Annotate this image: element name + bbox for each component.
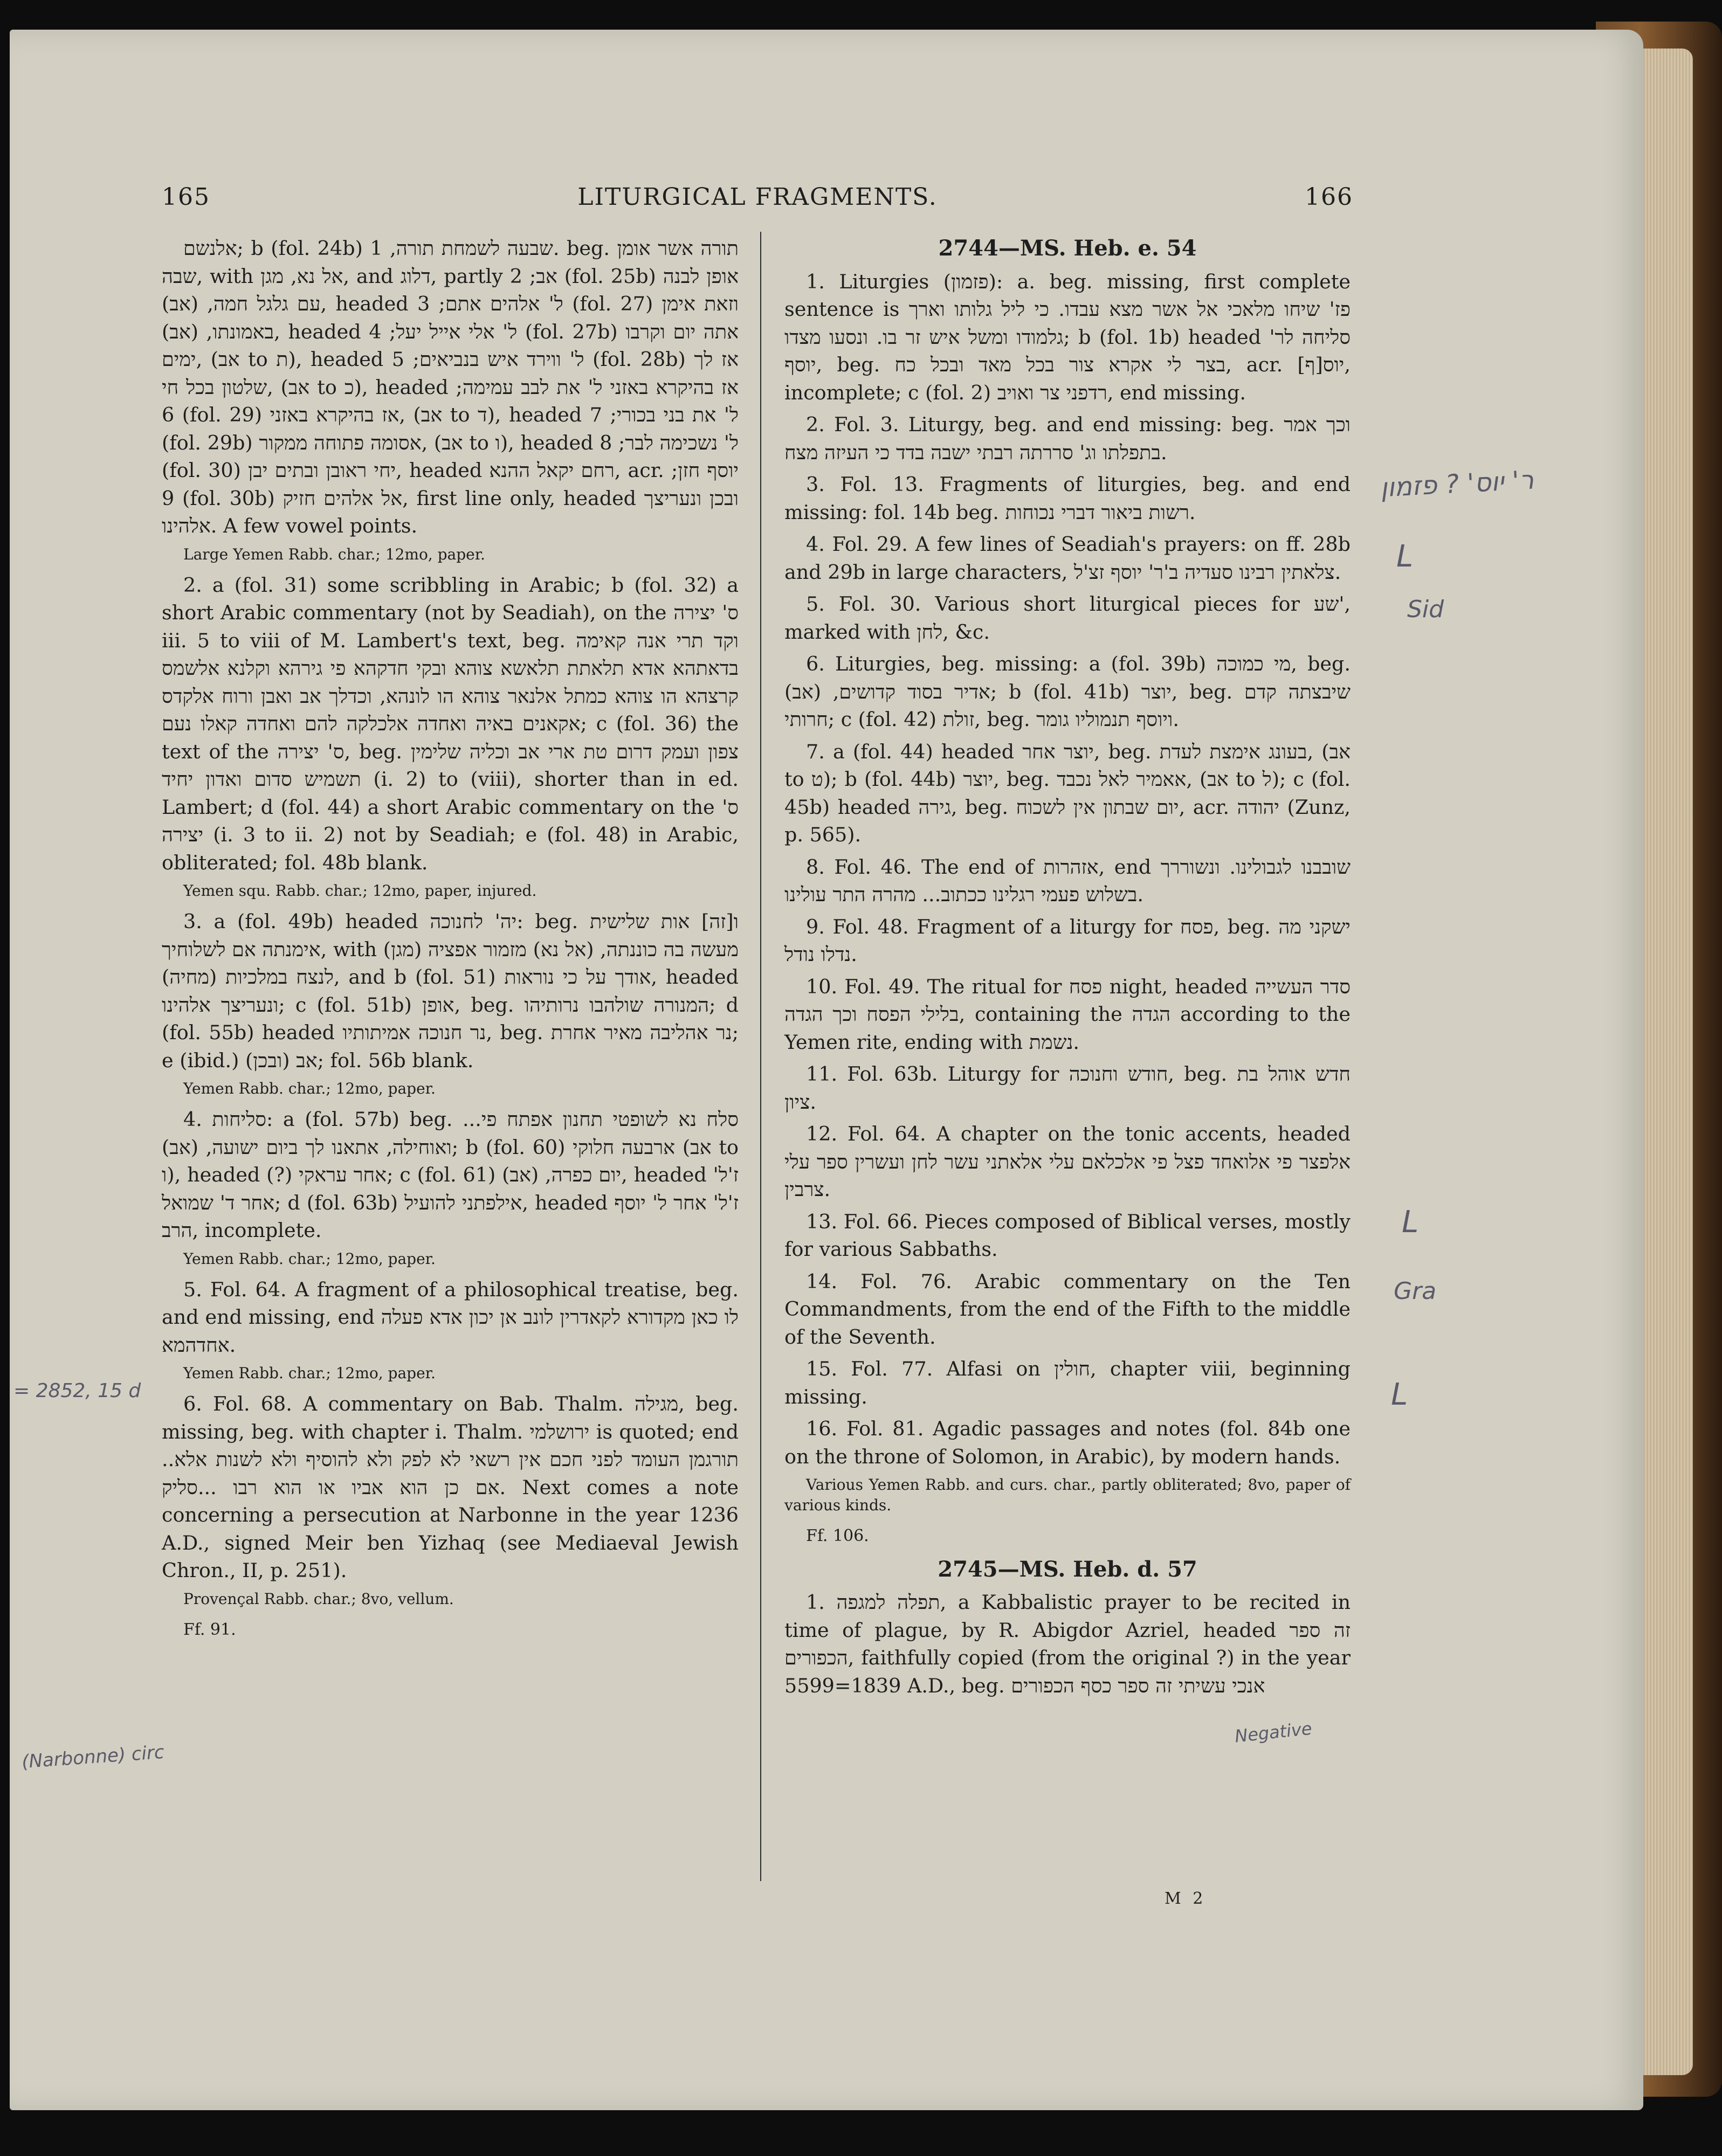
entry-paragraph: 13. Fol. 66. Pieces composed of Biblical verses, mostly for various Sabbaths. [784, 1210, 1351, 1261]
entry-paragraph: 8. Fol. 46. The end of אזהרות, end שובבנו לגבולינו. ונשוררך בשלוש פעמי רגלינו ככתוב... מהרה התר עולינו. [784, 855, 1351, 906]
margin-note-right: Gra [1394, 1277, 1437, 1305]
entry-paragraph: 2. Fol. 3. Liturgy, beg. and end missing: beg. וכך אמר בתפלתו וג' סררתה רבתי ישבה בדד כי העיזה מצח. [784, 413, 1351, 464]
entry-note: Yemen Rabb. char.; 12mo, paper. [183, 1364, 436, 1382]
entry-note: Provençal Rabb. char.; 8vo, vellum. [183, 1590, 454, 1608]
margin-note-right: L [1391, 1377, 1408, 1412]
entry-note: Yemen Rabb. char.; 12mo, paper. [183, 1249, 436, 1268]
entry-paragraph: 4. סליחות: a (fol. 57b) beg. ...סלח נא לשופטי תחנון אפתח פי ואוחילה, אתאנו לך ביום ישועה, (אב); b (fol. 60) ארבעה חלוקי (אב to ו), headed (?) אחר עראקי; c (fol. 61) יום כפרה, (אב), headed ז'ל' אחר ד' שמואל; d (fol. 63b) אילפתני להועיל, headed ז'ל' אחר ל' יוסף הרב, incomplete. [162, 1108, 739, 1242]
right-column [784, 234, 1351, 1704]
folio-count: Ff. 106. [806, 1526, 869, 1545]
entry-note: Large Yemen Rabb. char.; 12mo, paper. [183, 545, 485, 563]
entry-paragraph: 9. Fol. 48. Fragment of a liturgy for פסח, beg. ישקני מה נדלו נודל. [784, 915, 1351, 966]
folio-count: Ff. 91. [183, 1620, 236, 1639]
entry-note: Yemen Rabb. char.; 12mo, paper. [183, 1080, 436, 1097]
page-number-left: 165 [162, 183, 210, 211]
entry-paragraph: 10. Fol. 49. The ritual for פסח night, headed סדר העשייה בלילי הפסח וכך הגדה, containing the הגדה according to the Yemen rite, ending with נשמת. [784, 975, 1351, 1054]
entry-paragraph: 6. Fol. 68. A commentary on Bab. Thalm. מגילה, beg. missing, beg. with chapter i. Thalm. ירושלמי is quoted; end ..תורגמן העומד לפני חכם אין רשאי לא לפק ולא להוסיף ולא לשנות אלא אם כן הוא אביו או הוא רבו ...סליק. Next comes a note concerning a persecution at Narbonne in the year 1236 A.D., signed Meir ben Yizhaq (see Mediaeval Jewish Chron., II, p. 251). [162, 1392, 739, 1582]
entry-paragraph: 4. Fol. 29. A few lines of Seadiah's prayers: on ff. 28b and 29b in large characters, צלאתין רבינו סעדיה ב'ר' יוסף זצ'ל. [784, 533, 1351, 584]
margin-note-right: ר' יוס' ? פזמון [1379, 465, 1535, 503]
margin-note-left: = 2852, 15 d [13, 1380, 141, 1402]
column-divider [760, 232, 761, 1881]
entry-note: Yemen squ. Rabb. char.; 12mo, paper, injured. [183, 882, 537, 900]
entry-paragraph: 6. Liturgies, beg. missing: a (fol. 39b) מי כמוכה, beg. אדיר בסוד קדושים, (אב); b (fol. 41b) יוצר, beg. שיבצתה קדם חרותי; c (fol. 42) זולת, beg. ויוסף תנמוליו גומר. [784, 652, 1351, 731]
entry-paragraph: 5. Fol. 30. Various short liturgical pieces for שע', marked with לחן, &c. [784, 592, 1351, 644]
running-title: LITURGICAL FRAGMENTS. [577, 183, 938, 211]
entry-paragraph: 1. תפלה למגפה, a Kabbalistic prayer to be recited in time of plague, by R. Abigdor Azriel, headed זה ספר הכפורים, faithfully copied (from the original ?) in the year 5599=1839 A.D., beg. אנכי עשיתי זה ספר כסף הכפורים [784, 1591, 1351, 1697]
entry-paragraph: 11. Fol. 63b. Liturgy for חודש וחנוכה, beg. חדש אוהל בת ציון. [784, 1062, 1351, 1114]
left-column [162, 234, 739, 1649]
entry-paragraph: 7. a (fol. 44) headed יוצר אחר, beg. בעונג אימצת לעדת, (אב to ט); b (fol. 44b) יוצר, beg. אאמיר לאל נכבד, (אב to ל); c (fol. 45b) headed גירה, beg. יום שבתון אין לשכוח, acr. יהודה (Zunz, p. 565). [784, 740, 1351, 846]
margin-note-right: Negative [1234, 1718, 1313, 1747]
margin-note-right: L [1396, 539, 1414, 574]
entry-paragraph: 1. Liturgies (פזמון): a. beg. missing, first complete sentence is פז' שיחו מלאכי אל אשר מצא עבדו. כי ליל גלותו וארך גלמודו ומשל איש זר בו. ונסעו מצדו; b (fol. 1b) headed סליחה לר' יוסף, beg. בצר לי אקרא צור בכל מאד ובכל כח, acr. יוס[ף], incomplete; c (fol. 2) רדפני צר ואויב, end missing. [784, 270, 1351, 404]
margin-note-right: Sid [1407, 596, 1444, 623]
entry-paragraph: 2. a (fol. 31) some scribbling in Arabic; b (fol. 32) a short Arabic commentary (not by Seadiah), on the ס' יצירה iii. 5 to viii of M. Lambert's text, beg. וקד תרי אנה קאימה בדאתהא אדא תלאתת תלאשא צוהא ובקי חדקהא פי גירהא וקלנא אלשמס קרצהא הו צוהא כמתל אלנאר צוהא הו לונהא, וכדלך אב ואבן ורוח אלקדס אקאנים באיה ואחדה אלכלקה להם ואחדה קאלו נעם; c (fol. 36) the text of the ס' יצירה, beg. צפון ועמק דרום טת ארי אב וכליה שלימין תשמיש סדום ואדון יחיד (i. 2) to (viii), shorter than in ed. Lambert; d (fol. 44) a short Arabic commentary on the ס' יצירה (i. 3 to ii. 2) not by Seadiah; e (fol. 48) in Arabic, obliterated; fol. 48b blank. [162, 573, 739, 874]
entry-paragraph: 12. Fol. 64. A chapter on the tonic accents, headed אלפצר פי אלואחד פצל פי אלכלאם עלי אלאתני עשר לחן ועשרין ספר עלי צרבין. [784, 1122, 1351, 1201]
entry-paragraph: 5. Fol. 64. A fragment of a philosophical treatise, beg. and end missing, end לו כאן מקדורא לקאדרין לונב אן יכון אדא פעלה אחדהמא. [162, 1277, 739, 1357]
entry-paragraph: 14. Fol. 76. Arabic commentary on the Ten Commandments, from the end of the Fifth to the middle of the Seventh. [784, 1269, 1351, 1349]
entry-paragraph: 3. a (fol. 49b) headed יה' לחנוכה: beg. ו[זה] אות שלישית אימנתה אם לשלוחיך, with (מגן) מעשה בה כוננתה, (אל נא) מזמור אפציה לנצח במלכיות (מחיה), and b (fol. 51) אודך על כי נוראות, headed ונעריצך אלהינו; c (fol. 51b) אופן, beg. המנורה שולהבו נרותיהו; d (fol. 55b) headed נר חנוכה אמיתותיו, beg. נר אהליבה מאיר אחרת; e (ibid.) (ובכן) אב; fol. 56b blank. [162, 910, 739, 1072]
entry-paragraph: אלנשם; b (fol. 24b) שבעה לשמחת תורה, 1. beg. תורה אשר אומן שבה, with אל נא, מגן, and דלוג, partly אב; 2 (fol. 25b) אופן לבנה עם גלגל חמה, (אב), headed ל' אלהים אתם; 3 (fol. 27) וזאת אימן באמונתו, (אב), headed ל' אלי אייל יעל; 4 (fol. 27b) אתה יום וקרבו ימים, (אב to ת), headed ל' ווירד איש בנביאים; 5 (fol. 28b) אז לך שלטון בכל חי, (אב to כ), headed אז בהיקרא באזני ל' את לבב עמימה; 6 (fol. 29) אז בהיקרא באזני, (אב to ד), headed ל' את בני בכורי; 7 (fol. 29b) אסומה פתוחה ממקור, (אב to ו), headed ל' נשכימה לבר; 8 (fol. 30) יחי ראובן ובתים יבן, headed רחם יקאל ההנא, acr. יוסף חזן; 9 (fol. 30b) אל אלהים חזיק, first line only, headed ובכן ונעריצך אלהינו. A few vowel points. [162, 237, 739, 537]
page-header [162, 183, 1353, 216]
margin-note-right: L [1402, 1205, 1419, 1240]
entry-paragraph: 3. Fol. 13. Fragments of liturgies, beg. and end missing: fol. 14b beg. רשות ביאור דברי נכוחות. [784, 473, 1351, 524]
entry-paragraph: 15. Fol. 77. Alfasi on חולין, chapter viii, beginning missing. [784, 1357, 1351, 1408]
manuscript-heading: 2744—MS. Heb. e. 54 [938, 236, 1197, 261]
margin-note-left-bottom: (Narbonne) circ [20, 1741, 165, 1773]
manuscript-heading: 2745—MS. Heb. d. 57 [938, 1556, 1197, 1582]
page-number-right: 166 [1305, 183, 1353, 211]
entry-paragraph: 16. Fol. 81. Agadic passages and notes (fol. 84b one on the throne of Solomon, in Arabic), by modern hands. [784, 1417, 1351, 1468]
signature-mark: M 2 [1165, 1889, 1207, 1908]
entry-note: Various Yemen Rabb. and curs. char., partly obliterated; 8vo, paper of various kinds. [784, 1476, 1351, 1514]
